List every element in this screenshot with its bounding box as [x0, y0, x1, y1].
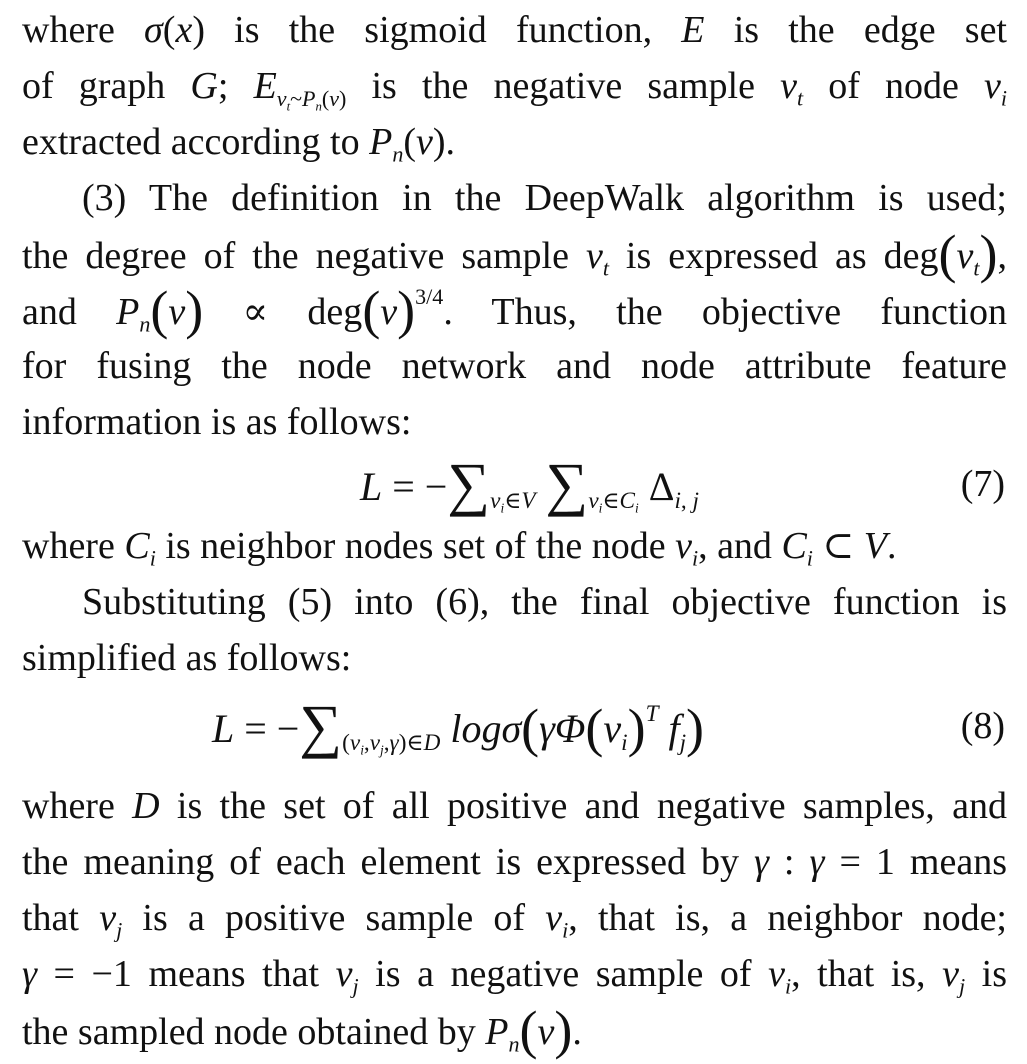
text-line-9: where $C_i$ is neighbor nodes set of the node $v_i$, and $C_i$ ⊂ V.: [22, 525, 897, 571]
text-line-13: the meaning of each element is expressed by γ : γ = 1 means: [22, 841, 1007, 883]
text-line-7: for fusing the node network and node attribute feature: [22, 345, 1007, 387]
equation-8: [0, 694, 1005, 758]
text-line-6: and $P_n(v) \propto deg(v)^{3/4}$. Thus, the objective function: [22, 280, 1007, 340]
text-line-15: γ = −1 means that $v_j$ is a negative sample of $v_i$, that is, $v_j$ is: [22, 953, 1008, 999]
text-line-3: extracted according to $P_n(v)$.: [22, 121, 456, 167]
text-line-16: the sampled node obtained by $P_n(v)$.: [22, 1000, 582, 1060]
text-line-10: Substituting (5) into (6), the final objective function is: [82, 581, 1007, 623]
text-line-12: where D is the set of all positive and negative samples, and: [22, 785, 1007, 827]
text-line-1: where σ(x) is the sigmoid function, E is the edge set: [22, 9, 1007, 51]
text-line-4: (3) The definition in the DeepWalk algorithm is used;: [82, 177, 1007, 219]
text-line-8: information is as follows:: [22, 401, 412, 443]
text-line-11: simplified as follows:: [22, 637, 352, 679]
equation-7: [0, 452, 1005, 516]
equation-8-body: $L = -\sum_{(v_i,v_j,\gamma)\in D}$ $\log\sigma(\gamma\Phi(v_i)^T$ $f_j$): [212, 693, 705, 759]
equation-8-number: (8): [960, 705, 1005, 747]
text-line-14: that $v_j$ is a positive sample of $v_i$, that is, a neighbor node;: [22, 897, 1007, 943]
equation-7-body: $L = -\sum_{v_i\in V}$ $\sum_{v_i\in C_i}$ $\Delta_{i, j}$: [360, 451, 699, 517]
text-line-5: the degree of the negative sample $v_t$ is expressed as $deg(v_t)$,: [22, 224, 1007, 284]
equation-7-number: (7): [960, 463, 1005, 505]
text-line-2: of graph G; $E_{v_t\sim P_n(v)}$ is the negative sample $v_t$ of node $v_i$: [22, 65, 1007, 114]
